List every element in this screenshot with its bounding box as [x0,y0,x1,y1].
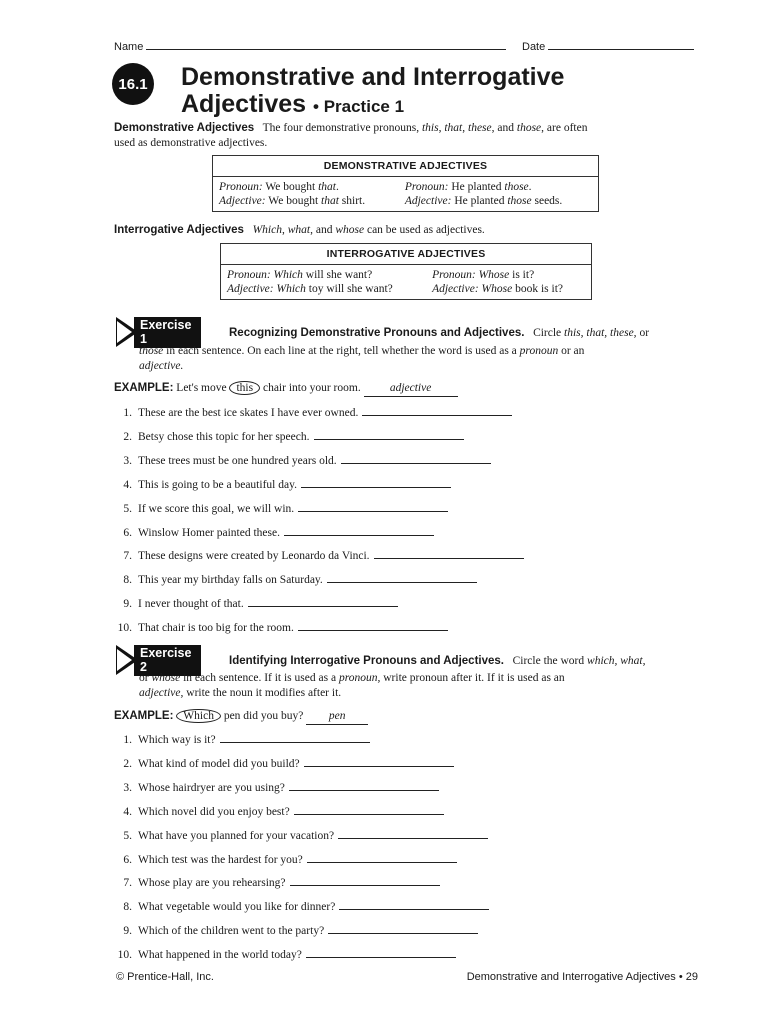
item-sentence: This is going to be a beautiful day. [138,478,297,491]
list-item [114,501,448,515]
word-whose: whose [335,224,365,236]
title-line-1: Demonstrative and Interrogative [181,63,565,91]
answer-line[interactable] [306,947,456,958]
item-number: 10. [117,622,132,635]
answer-line[interactable] [314,429,464,440]
list-item [114,804,444,818]
item-number: 7. [123,877,132,890]
item-number: 5. [123,829,132,842]
section-number-badge: 16.1 [112,63,154,105]
demonstrative-text-b: , are often [541,122,588,134]
answer-line[interactable] [301,477,451,488]
item-number: 8. [123,574,132,587]
demonstrative-heading: Demonstrative Adjectives [114,122,255,134]
item-sentence: This year my birthday falls on Saturday. [138,574,323,587]
interrogative-heading: Interrogative Adjectives [114,224,244,236]
list-item [114,596,398,610]
item-sentence: I never thought of that. [138,598,244,611]
item-sentence: What vegetable would you like for dinner? [138,901,336,914]
example-answer: adjective [364,381,458,397]
name-label: Name [114,41,144,53]
answer-line[interactable] [220,732,370,743]
list-item [114,828,488,842]
item-sentence: Whose hairdryer are you using? [138,781,285,794]
item-number: 7. [123,550,132,563]
item-sentence: Which test was the hardest for you? [138,853,303,866]
ex2-instr-words: which, what, [587,655,646,667]
footer-page-info: Demonstrative and Interrogative Adjectives • 29 [466,971,698,983]
list-item [114,429,464,443]
exercise-2-heading: Identifying Interrogative Pronouns and Adjectives. [229,655,504,667]
demonstrative-table [212,155,599,212]
ex2-l2-b: in each sentence. If it is used as a [180,672,339,684]
exercise-1-label: Exercise 1 [134,317,201,348]
item-number: 6. [123,853,132,866]
ex2-l2-c: write pronoun after it. If it is used as an [380,672,565,684]
answer-line[interactable] [294,804,444,815]
table-cell: Pronoun: We bought that. [213,177,399,195]
exercise-1-heading: Recognizing Demonstrative Pronouns and Adjectives. [229,327,525,339]
item-number: 3. [123,781,132,794]
answer-line[interactable] [298,620,448,631]
ex1-l2-end: or an [558,345,585,357]
name-field[interactable] [146,39,506,50]
item-sentence: Which novel did you enjoy best? [138,805,290,818]
table-row [213,194,599,212]
answer-line[interactable] [289,780,439,791]
list-item [114,875,440,889]
name-row [114,39,506,53]
ex2-l2-it2: pronoun, [338,672,381,684]
item-sentence: These are the best ice skates I have ever owned. [138,407,359,419]
answer-line[interactable] [248,596,398,607]
demonstrative-text-a: The four demonstrative pronouns, [262,122,420,134]
item-number: 10. [117,949,132,962]
interrogative-text: can be used as adjectives. [366,224,485,236]
item-number: 9. [123,925,132,938]
item-sentence: What kind of model did you build? [138,757,300,770]
item-number: 5. [123,502,132,515]
list-item [114,405,512,419]
item-number: 3. [123,454,132,467]
circled-word: Which [176,709,221,723]
answer-line[interactable] [307,852,457,863]
answer-line[interactable] [284,525,434,536]
list-item [114,732,370,746]
example-text-post: pen did you buy? [223,710,304,722]
exercise-2-instruction-line1 [229,654,699,669]
answer-line[interactable] [339,899,489,910]
item-number: 4. [123,478,132,491]
item-number: 1. [123,407,132,419]
item-number: 1. [123,734,132,746]
date-label: Date [522,41,546,53]
item-sentence: Betsy chose this topic for her speech. [138,430,310,443]
list-item [114,947,456,961]
word-these: these [468,122,492,134]
example-label: EXAMPLE: [114,710,174,722]
exercise-2-instruction-rest [139,671,699,700]
item-number: 2. [123,430,132,443]
ex2-instr-1: Circle the word [512,655,585,667]
ex1-instr-words: this, that, these, [564,327,637,339]
ex2-l3-b: write the noun it modifies after it. [183,686,342,699]
ex1-l2-it2: pronoun [519,345,559,357]
list-item [114,572,477,586]
example-label: EXAMPLE: [114,382,174,394]
ex2-l2-a: or [139,672,152,684]
page-subtitle: • Practice 1 [313,97,405,116]
item-sentence: These designs were created by Leonardo da Vinci. [138,550,370,563]
example-text: Let's move [176,382,227,394]
table-row [221,265,592,283]
date-field[interactable] [548,39,694,50]
table-cell: Adjective: Which toy will she want? [221,282,427,300]
word-what: what [287,224,311,236]
item-sentence: Which of the children went to the party? [138,925,325,938]
demonstrative-intro: Demonstrative Adjectives The four demonstrative pronouns, this, that, these, and those, are often used as demonstrative adjectives. [114,122,588,149]
item-sentence: These trees must be one hundred years old. [138,454,337,467]
answer-line[interactable] [304,756,454,767]
item-number: 8. [123,901,132,914]
title-line-2 [181,91,564,120]
item-sentence: If we score this goal, we will win. [138,502,295,515]
item-number: 2. [123,757,132,770]
list-item [114,620,448,634]
word-this: this [421,122,439,134]
table-cell: Adjective: Whose book is it? [426,282,591,300]
item-sentence: That chair is too big for the room. [138,622,294,635]
footer-copyright: © Prentice-Hall, Inc. [116,971,214,983]
word-which: Which [252,224,282,236]
table-cell: Adjective: He planted those seeds. [399,194,599,212]
title-line-2-text: Adjectives [181,90,307,118]
table-cell: Pronoun: Whose is it? [426,265,591,283]
exercise-2-example [114,709,368,725]
answer-line[interactable] [290,875,440,886]
answer-line[interactable] [328,923,478,934]
exercise-1-instruction-rest [139,344,699,373]
list-item [114,477,451,491]
page-title [181,64,564,120]
list-item [114,899,489,913]
answer-line[interactable] [298,501,448,512]
interrogative-table [220,243,592,300]
item-sentence: Whose play are you rehearsing? [138,877,286,890]
item-sentence: Which way is it? [138,734,216,746]
table-cell: Adjective: We bought that shirt. [213,194,399,212]
item-sentence: Winslow Homer painted these. [138,526,280,539]
table-row [221,282,592,300]
interrogative-table-title: INTERROGATIVE ADJECTIVES [221,244,592,265]
date-row [522,39,694,53]
ex1-l3: adjective. [139,359,184,372]
list-item [114,780,439,794]
list-item [114,923,478,937]
exercise-1-example [114,381,458,397]
word-that: that [444,122,463,134]
answer-line[interactable] [362,405,512,416]
list-item [114,453,491,467]
answer-line[interactable] [338,828,488,839]
interrogative-intro: Interrogative Adjectives Which, what, and whose can be used as adjectives. [114,224,485,236]
table-row [213,177,599,195]
exercise-1-instruction-line1 [229,326,699,341]
exercise-2-label: Exercise 2 [134,645,201,676]
item-sentence: What happened in the world today? [138,949,302,962]
circled-word: this [229,381,260,395]
item-sentence: What have you planned for your vacation? [138,829,335,842]
list-item [114,852,457,866]
ex1-instr-1: Circle [533,327,562,339]
ex2-l3-it: adjective, [139,686,184,699]
list-item [114,548,524,562]
ex1-l2: in each sentence. On each line at the right, tell whether the word is used as a [163,345,520,357]
table-cell: Pronoun: He planted those. [399,177,599,195]
answer-line[interactable] [374,548,524,559]
list-item [114,525,434,539]
demonstrative-text-c: used as demonstrative adjectives. [114,136,268,149]
demonstrative-table-title: DEMONSTRATIVE ADJECTIVES [213,156,599,177]
item-number: 6. [123,526,132,539]
ex1-instr-2: or [639,327,650,339]
table-cell: Pronoun: Which will she want? [221,265,427,283]
example-answer: pen [306,709,368,725]
answer-line[interactable] [341,453,491,464]
word-those: those [516,122,542,134]
item-number: 4. [123,805,132,818]
example-text-post: chair into your room. [262,382,361,394]
answer-line[interactable] [327,572,477,583]
item-number: 9. [123,598,132,611]
list-item [114,756,454,770]
ex2-l2-it: whose [151,672,181,684]
ex1-l2-it: those [139,345,164,357]
